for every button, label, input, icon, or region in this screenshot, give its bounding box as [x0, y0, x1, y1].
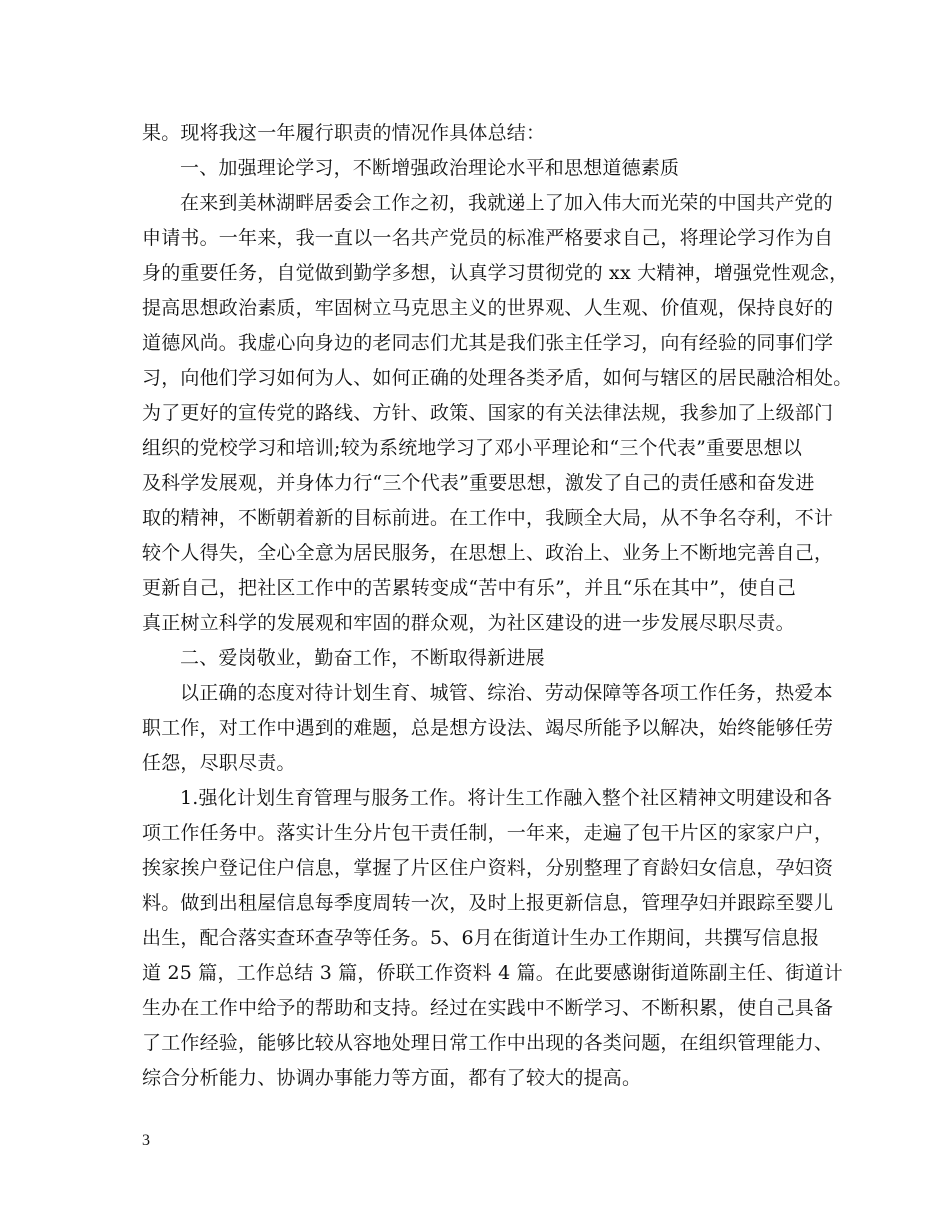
text-line: 道德风尚。我虚心向身边的老同志们尤其是我们张主任学习，向有经验的同事们学 [142, 332, 834, 354]
text-line: 果。现将我这一年履行职责的情况作具体总结： [142, 122, 546, 144]
section-heading: 二、爱岗敬业，勤奋工作，不断取得新进展 [180, 647, 545, 669]
text-line: 了工作经验，能够比较从容地处理日常工作中出现的各类问题，在组织管理能力、 [142, 1032, 834, 1054]
section-heading: 一、加强理论学习，不断增强政治理论水平和思想道德素质 [180, 157, 680, 179]
text-line: 较个人得失，全心全意为居民服务，在思想上、政治上、业务上不断地完善自己， [142, 542, 834, 564]
text-line: 为了更好的宣传党的路线、方针、政策、国家的有关法律法规，我参加了上级部门 [142, 402, 834, 424]
page-number: 3 [142, 1132, 150, 1149]
text-line: 及科学发展观，并身体力行“三个代表”重要思想，激发了自己的责任感和奋发进 [142, 472, 815, 494]
text-line: 组织的党校学习和培训;较为系统地学习了邓小平理论和“三个代表”重要思想以 [142, 437, 803, 459]
text-line: 出生，配合落实查环查孕等任务。5、6月在街道计生办工作期间，共撰写信息报 [142, 927, 820, 949]
text-line: 申请书。一年来，我一直以一名共产党员的标准严格要求自己，将理论学习作为自 [142, 227, 834, 249]
text-line: 真正树立科学的发展观和牢固的群众观，为社区建设的进一步发展尽职尽责。 [142, 612, 795, 634]
text-line: 任怨，尽职尽责。 [142, 752, 296, 774]
text-line: 挨家挨户登记住户信息，掌握了片区住户资料，分别整理了育龄妇女信息，孕妇资 [142, 857, 834, 879]
text-line: 职工作，对工作中遇到的难题，总是想方设法、竭尽所能予以解决，始终能够任劳 [142, 717, 834, 739]
text-line: 道 25 篇，工作总结 3 篇，侨联工作资料 4 篇。在此要感谢街道陈副主任、街道计 [142, 962, 843, 984]
text-line: 提高思想政治素质，牢固树立马克思主义的世界观、人生观、价值观，保持良好的 [142, 297, 834, 319]
text-line: 1.强化计划生育管理与服务工作。将计生工作融入整个社区精神文明建设和各 [180, 787, 833, 809]
text-line: 生办在工作中给予的帮助和支持。经过在实践中不断学习、不断积累，使自己具备 [142, 997, 834, 1019]
text-line: 习，向他们学习如何为人、如何正确的处理各类矛盾，如何与辖区的居民融洽相处。 [142, 367, 853, 389]
text-line: 以正确的态度对待计划生育、城管、综治、劳动保障等各项工作任务，热爱本 [180, 682, 833, 704]
text-line: 身的重要任务，自觉做到勤学多想，认真学习贯彻党的 xx 大精神，增强党性观念， [142, 262, 849, 284]
text-line: 更新自己，把社区工作中的苦累转变成“苦中有乐”，并且“乐在其中”，使自己 [142, 577, 797, 599]
text-line: 取的精神，不断朝着新的目标前进。在工作中，我顾全大局，从不争名夺利，不计 [142, 507, 834, 529]
text-line: 在来到美林湖畔居委会工作之初，我就递上了加入伟大而光荣的中国共产党的 [180, 192, 833, 214]
text-line: 综合分析能力、协调办事能力等方面，都有了较大的提高。 [142, 1067, 642, 1089]
text-line: 料。做到出租屋信息每季度周转一次，及时上报更新信息，管理孕妇并跟踪至婴儿 [142, 892, 834, 914]
text-line: 项工作任务中。落实计生分片包干责任制，一年来，走遍了包干片区的家家户户， [142, 822, 834, 844]
